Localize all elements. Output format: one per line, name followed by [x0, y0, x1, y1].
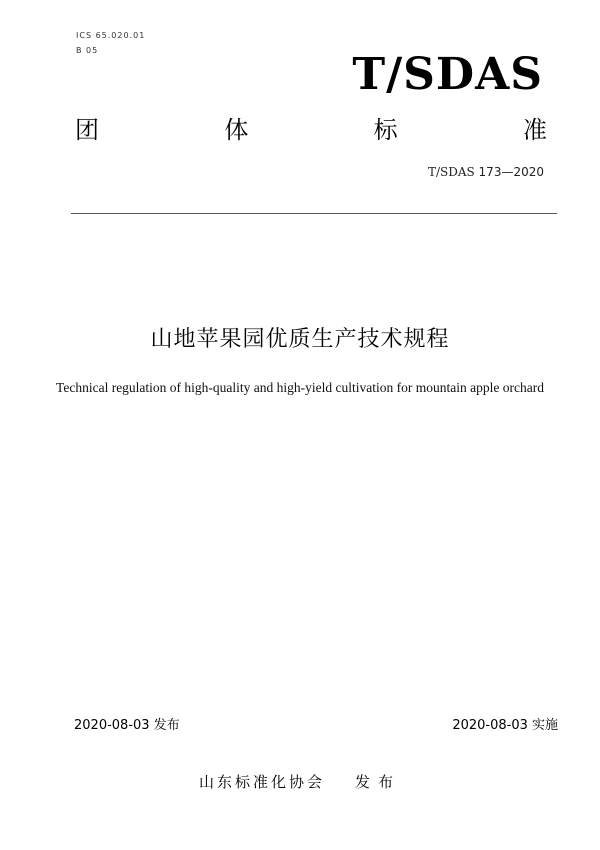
standard-type-heading [75, 114, 547, 146]
ics-code: ICS 65.020.01 [76, 31, 146, 40]
issuing-organization: 山东标准化协会 [198, 773, 325, 791]
header-divider [71, 213, 557, 214]
standard-number-prefix: T/SDAS [427, 165, 475, 179]
document-title-chinese: 山地苹果园优质生产技术规程 [150, 327, 450, 352]
implementation-date: 2020-08-03 实施 [452, 718, 558, 733]
issue-verb: 发布 [355, 773, 402, 791]
standard-type-char: 标 [373, 116, 398, 144]
standard-type-char: 体 [224, 116, 249, 144]
document-title-english: Technical regulation of high-quality and high-yield cultivation for mountain apple orchard [56, 380, 544, 395]
standard-type-char: 团 [75, 116, 99, 144]
standard-number [428, 164, 544, 180]
publish-date: 2020-08-03 发布 [74, 718, 180, 733]
standard-type-char: 准 [522, 116, 547, 144]
standard-number-value: 173—2020 [478, 165, 544, 179]
ccs-code: B 05 [76, 46, 99, 55]
issuer-line [0, 771, 600, 793]
standard-logo: T/SDAS [352, 49, 543, 100]
